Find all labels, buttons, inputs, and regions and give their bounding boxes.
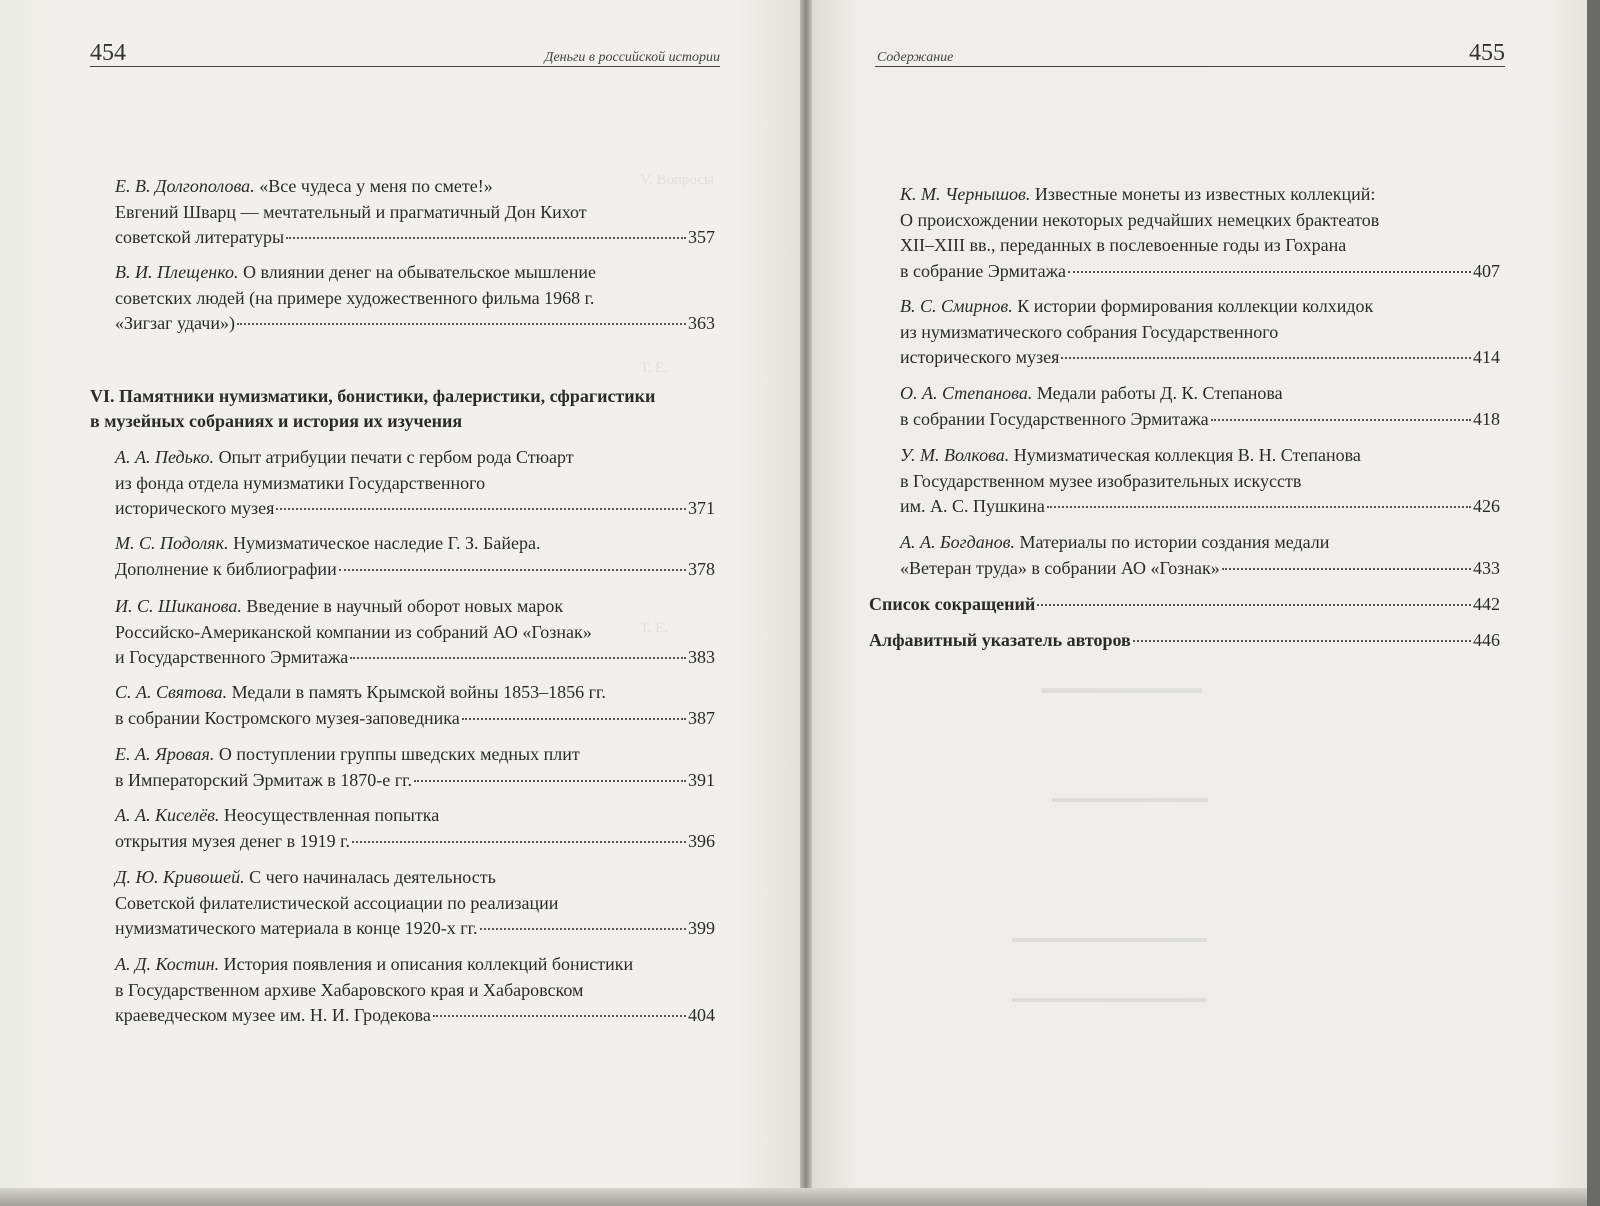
entry-title-line: в собрании Костромского музея-заповедника [115,707,460,728]
entry-label: Алфавитный указатель авторов [869,630,1131,650]
entry-title-line: Медали в память Крымской войны 1853–1856 гг. [231,682,606,702]
dot-leader [414,780,686,782]
toc-entry [115,680,715,731]
entry-author: А. А. Богданов. [900,532,1015,552]
entry-page-number: 363 [688,313,715,333]
bleed-through-text: V. Вопросы [640,172,715,188]
left-running-title: Деньги в российской истории [544,50,720,65]
toc-entry [115,445,715,522]
entry-page-number: 446 [1473,630,1500,650]
right-running-title: Содержание [877,50,954,65]
entry-page-number: 387 [688,707,715,728]
entry-page-number: 414 [1473,347,1500,367]
entry-page-number: 391 [688,769,715,790]
dot-leader [1211,419,1471,421]
entry-title-line: «Все чудеса у меня по смете!» [259,176,493,196]
dot-leader [1037,604,1471,606]
entry-page-number: 399 [688,918,715,938]
entry-page-number: 418 [1473,408,1500,429]
entry-author: В. И. Плещенко. [115,262,239,282]
toc-entry [900,530,1500,581]
toc-entry [115,174,715,251]
bleed-through-text: ▬▬▬▬▬▬▬▬▬▬ [1042,680,1202,697]
entry-title-line: им. А. С. Пушкина [900,496,1045,516]
toc-entry [115,952,715,1029]
toc-entry-abbreviations [869,594,1500,615]
entry-title-line: советской литературы [115,227,285,247]
entry-title-line: в Государственном архиве Хабаровского края и Хабаровском [115,979,584,1000]
toc-entry-author-index [869,630,1500,651]
dot-leader [286,237,686,239]
book-gutter [800,0,812,1206]
entry-author: Е. А. Яровая. [115,744,215,764]
entry-title-line: Опыт атрибуции печати с гербом рода Стюарт [218,447,574,467]
dot-leader [1133,640,1471,642]
left-page-number: 454 [90,40,126,66]
entry-page-number: 371 [688,498,715,518]
entry-author: Д. Ю. Кривошей. [115,867,245,887]
entry-title-line: открытия музея денег в 1919 г. [115,830,351,851]
entry-title-line: «Ветеран труда» в собрании АО «Гознак» [900,557,1220,578]
left-page-header [90,36,720,67]
bleed-through-text: Т. Е. [640,360,669,376]
toc-entry [115,260,715,337]
entry-author: А. А. Педько. [115,447,215,467]
entry-page-number: 378 [688,558,715,579]
entry-title-line: Медали работы Д. К. Степанова [1036,383,1283,403]
toc-entry [115,865,715,942]
entry-author: М. С. Подоляк. [115,533,229,553]
entry-page-number: 433 [1473,557,1500,578]
dot-leader [237,323,686,325]
book-bottom-edge [0,1188,1587,1206]
dot-leader [1061,357,1471,359]
entry-title-line: Нумизматическое наследие Г. З. Байера. [233,533,541,553]
entry-author: А. А. Киселёв. [115,805,220,825]
dot-leader [433,1015,686,1017]
entry-title-line: Неосуществленная попытка [223,805,440,825]
entry-author: У. М. Волкова. [900,445,1010,465]
entry-title-line: С чего начиналась деятельность [249,867,496,887]
right-page-header [875,36,1505,67]
entry-title-line: и Государственного Эрмитажа [115,647,349,667]
entry-title-line: Евгений Шварц — мечтательный и прагматичный Дон Кихот [115,201,587,222]
entry-title-line: XII–XIII вв., переданных в послевоенные годы из Гохрана [900,235,1347,255]
toc-entry [115,742,715,793]
dot-leader [339,569,686,571]
entry-title-line: советских людей (на примере художественного фильма 1968 г. [115,287,595,308]
dot-leader [1047,506,1471,508]
entry-title-line: в Государственном музее изобразительных искусств [900,470,1302,491]
entry-title-line: К истории формирования коллекции колхидок [1017,296,1374,316]
entry-title-line: Нумизматическая коллекция В. Н. Степанова [1013,445,1361,465]
entry-title-line: исторического музея [900,347,1060,367]
entry-author: О. А. Степанова. [900,383,1033,403]
section-heading-line: в музейных собраниях и история их изучения [90,411,463,431]
section-heading [90,384,720,434]
dot-leader [1068,271,1471,273]
entry-title-line: нумизматического материала в конце 1920-х гг. [115,918,478,938]
dot-leader [462,718,686,720]
toc-entry [900,381,1500,432]
entry-author: В. С. Смирнов. [900,296,1013,316]
entry-title-line: в Императорский Эрмитаж в 1870-е гг. [115,769,413,790]
toc-entry [900,443,1500,520]
toc-entry [115,803,715,854]
entry-title-line: О поступлении группы шведских медных плит [218,744,580,764]
toc-entry [115,594,715,671]
entry-label: Список сокращений [869,594,1036,614]
dot-leader [350,657,686,659]
entry-author: А. Д. Костин. [115,954,220,974]
entry-title-line: Введение в научный оборот новых марок [246,596,564,616]
entry-title-line: Российско-Американской компании из собраний АО «Гознак» [115,621,592,642]
entry-author: И. С. Шиканова. [115,596,242,616]
entry-author: Е. В. Долгополова. [115,176,255,196]
entry-title-line: в собрании Государственного Эрмитажа [900,408,1209,429]
dot-leader [480,928,686,930]
entry-author: К. М. Чернышов. [900,184,1031,204]
entry-title-line: О влиянии денег на обывательское мышление [242,262,596,282]
entry-page-number: 383 [688,647,715,667]
entry-page-number: 407 [1473,260,1500,281]
entry-title-line: Известные монеты из известных коллекций: [1034,184,1376,204]
entry-title-line: О происхождении некоторых редчайших немецких брактеатов [900,209,1380,230]
entry-page-number: 442 [1473,594,1500,614]
right-page-number: 455 [1469,40,1505,66]
entry-title-line: из нумизматического собрания Государственного [900,321,1279,342]
bleed-through-text: ▬▬▬▬▬▬▬▬▬▬▬▬▬▬▬ [1012,930,1207,945]
entry-title-line: краеведческом музее им. Н. И. Гродекова [115,1005,431,1025]
toc-entry [115,531,715,582]
entry-page-number: 404 [688,1005,715,1025]
toc-entry [900,294,1500,371]
bleed-through-text: ▬▬▬▬▬▬▬▬▬▬▬▬ [1052,790,1208,805]
right-page [812,0,1587,1206]
entry-title-line: Дополнение к библиографии [115,558,337,579]
entry-page-number: 426 [1473,496,1500,516]
entry-title-line: из фонда отдела нумизматики Государственного [115,472,486,493]
entry-author: С. А. Святова. [115,682,228,702]
dot-leader [276,508,686,510]
toc-entry [900,182,1500,284]
section-heading-line: VI. Памятники нумизматики, бонистики, фалеристики, сфрагистики [90,386,656,406]
entry-title-line: История появления и описания коллекций бонистики [223,954,634,974]
dot-leader [1222,568,1471,570]
entry-page-number: 396 [688,830,715,851]
entry-title-line: Советской филателистической ассоциации по реализации [115,892,559,913]
dot-leader [352,841,686,843]
entry-title-line: в собрание Эрмитажа [900,260,1067,281]
bleed-through-text: ▬▬▬▬▬▬▬▬▬▬▬▬▬▬▬ [1012,990,1207,1005]
entry-title-line: исторического музея [115,498,275,518]
entry-title-line: «Зигзаг удачи») [115,313,235,333]
bleed-through-text: Т. Е. [640,620,669,636]
entry-title-line: Материалы по истории создания медали [1019,532,1330,552]
entry-page-number: 357 [688,227,715,247]
